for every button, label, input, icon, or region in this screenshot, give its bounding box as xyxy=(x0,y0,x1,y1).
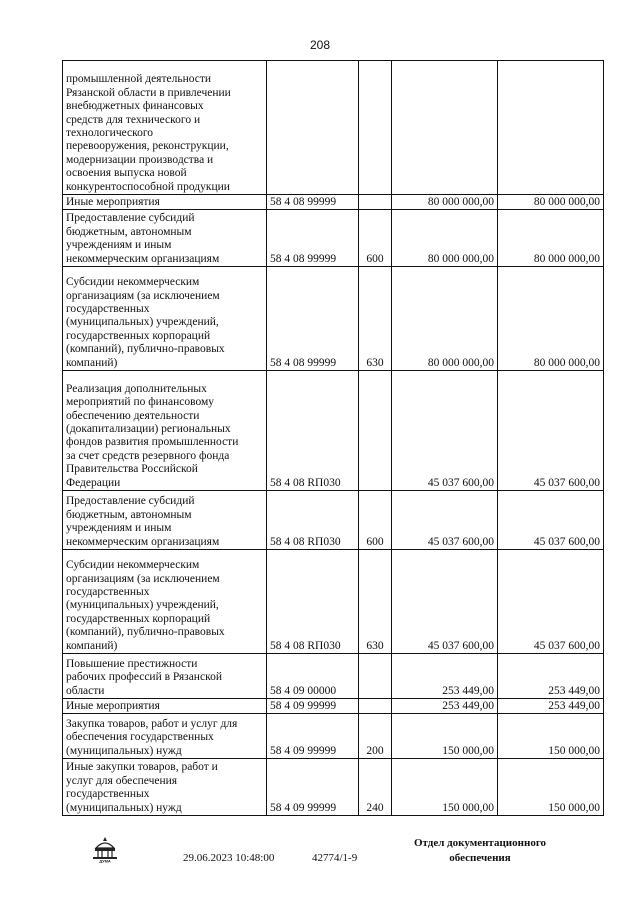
row-amount-2: 80 000 000,00 xyxy=(498,195,604,210)
row-code: 58 4 09 99999 xyxy=(267,699,359,714)
footer-doc-number: 42774/1-9 xyxy=(312,852,358,864)
footer-department: Отдел документационного обеспечения xyxy=(413,837,547,864)
table-row xyxy=(63,61,604,195)
table-row xyxy=(63,714,604,759)
row-expense-type: 200 xyxy=(359,714,392,759)
row-name: Повышение престижности рабочих профессий в Рязанской области xyxy=(63,654,267,699)
row-code: 58 4 08 99999 xyxy=(267,195,359,210)
row-amount-2: 45 037 600,00 xyxy=(498,371,604,491)
table-row xyxy=(63,195,604,210)
footer-datetime: 29.06.2023 10:48:00 xyxy=(183,852,275,864)
row-amount-2: 150 000,00 xyxy=(498,759,604,816)
row-expense-type: 630 xyxy=(359,267,392,371)
row-amount-2: 253 449,00 xyxy=(498,699,604,714)
row-expense-type: 630 xyxy=(359,550,392,654)
row-code: 58 4 08 RП030 xyxy=(267,550,359,654)
table-row xyxy=(63,759,604,816)
row-expense-type xyxy=(359,195,392,210)
row-amount-2: 80 000 000,00 xyxy=(498,210,604,267)
row-amount-1: 80 000 000,00 xyxy=(392,267,498,371)
row-amount-1: 253 449,00 xyxy=(392,654,498,699)
row-amount-2: 80 000 000,00 xyxy=(498,267,604,371)
row-code xyxy=(267,61,359,195)
row-amount-1: 253 449,00 xyxy=(392,699,498,714)
row-name: промышленной деятельности Рязанской области в привлечении внебюджетных финансовых средств для технического и технологического перевооружения, реконструкции, модернизации производства и освоения выпуска новой конкурентоспособной продукции xyxy=(63,61,267,195)
row-name: Предоставление субсидий бюджетным, автономным учреждениям и иным некоммерческим организациям xyxy=(63,210,267,267)
row-name: Закупка товаров, работ и услуг для обеспечения государственных (муниципальных) нужд xyxy=(63,714,267,759)
row-name: Иные мероприятия xyxy=(63,195,267,210)
row-name: Субсидии некоммерческим организациям (за исключением государственных (муниципальных) учреждений, государственных корпораций (компаний), публично-правовых компаний) xyxy=(63,550,267,654)
table-row xyxy=(63,550,604,654)
row-amount-1 xyxy=(392,61,498,195)
table-row xyxy=(63,371,604,491)
duma-emblem-logo xyxy=(90,835,120,863)
table-row xyxy=(63,654,604,699)
row-expense-type: 600 xyxy=(359,210,392,267)
row-code: 58 4 08 RП030 xyxy=(267,371,359,491)
table-row xyxy=(63,267,604,371)
row-amount-1: 150 000,00 xyxy=(392,714,498,759)
table-row xyxy=(63,210,604,267)
row-expense-type xyxy=(359,371,392,491)
row-amount-1: 45 037 600,00 xyxy=(392,371,498,491)
budget-table xyxy=(62,60,604,816)
page-number: 208 xyxy=(309,38,331,52)
row-amount-1: 150 000,00 xyxy=(392,759,498,816)
row-amount-2: 253 449,00 xyxy=(498,654,604,699)
row-name: Предоставление субсидий бюджетным, автономным учреждениям и иным некоммерческим организациям xyxy=(63,491,267,550)
row-amount-2: 45 037 600,00 xyxy=(498,491,604,550)
row-expense-type: 600 xyxy=(359,491,392,550)
row-code: 58 4 09 00000 xyxy=(267,654,359,699)
row-code: 58 4 08 99999 xyxy=(267,210,359,267)
row-code: 58 4 08 RП030 xyxy=(267,491,359,550)
row-name: Реализация дополнительных мероприятий по финансовому обеспечению деятельности (докапитализации) региональных фондов развития промышленности за счет средств резервного фонда Правительства Российской Федерации xyxy=(63,371,267,491)
row-expense-type: 240 xyxy=(359,759,392,816)
row-name: Иные мероприятия xyxy=(63,699,267,714)
row-code: 58 4 08 99999 xyxy=(267,267,359,371)
row-expense-type xyxy=(359,61,392,195)
row-amount-2: 150 000,00 xyxy=(498,714,604,759)
logo-text: ДУМА xyxy=(99,858,111,863)
row-amount-1: 45 037 600,00 xyxy=(392,491,498,550)
row-expense-type xyxy=(359,654,392,699)
row-code: 58 4 09 99999 xyxy=(267,714,359,759)
row-amount-1: 80 000 000,00 xyxy=(392,210,498,267)
row-amount-1: 80 000 000,00 xyxy=(392,195,498,210)
row-amount-2 xyxy=(498,61,604,195)
row-amount-1: 45 037 600,00 xyxy=(392,550,498,654)
row-amount-2: 45 037 600,00 xyxy=(498,550,604,654)
row-code: 58 4 09 99999 xyxy=(267,759,359,816)
row-expense-type xyxy=(359,699,392,714)
table-row xyxy=(63,699,604,714)
row-name: Субсидии некоммерческим организациям (за исключением государственных (муниципальных) учреждений, государственных корпораций (компаний), публично-правовых компаний) xyxy=(63,267,267,371)
table-row xyxy=(63,491,604,550)
row-name: Иные закупки товаров, работ и услуг для обеспечения государственных (муниципальных) нужд xyxy=(63,759,267,816)
